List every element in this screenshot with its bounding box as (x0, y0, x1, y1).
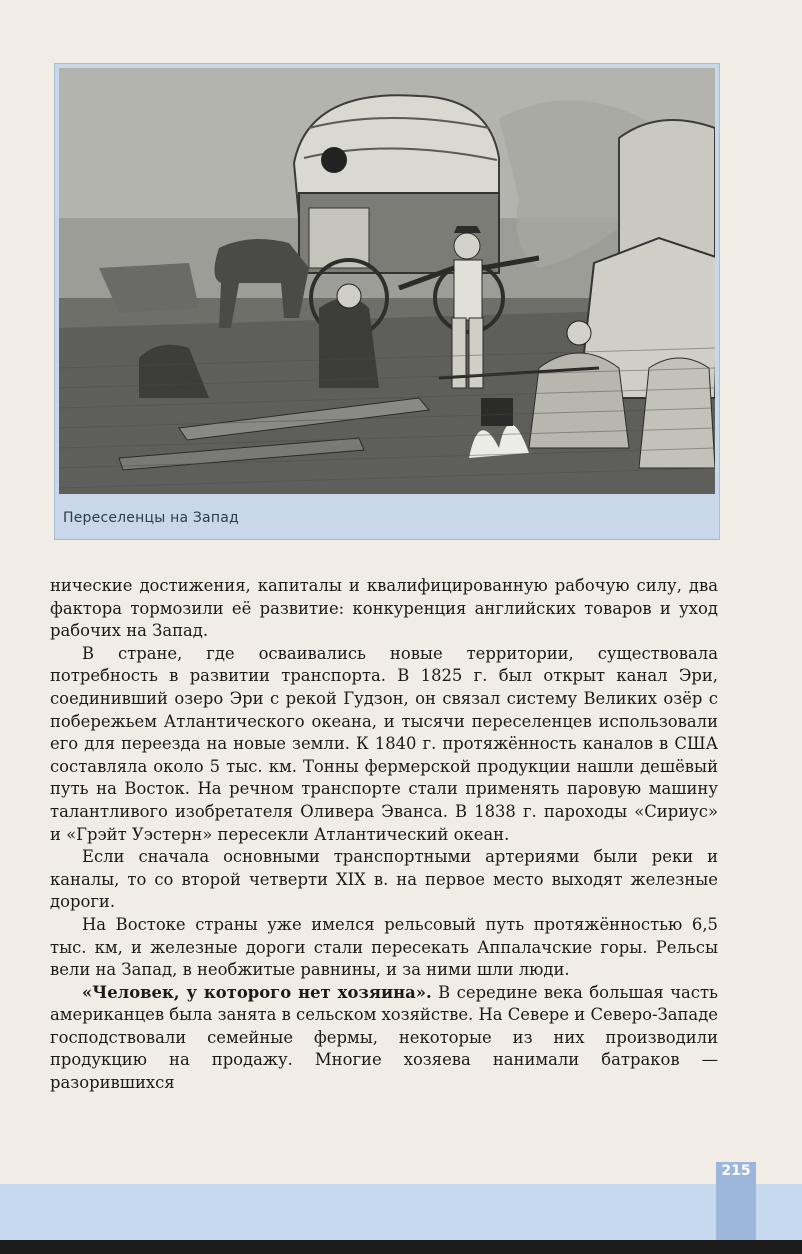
bottom-color-band (0, 1184, 802, 1240)
paragraph-4: На Востоке страны уже имелся рельсовый путь протяжённостью 6,5 тыс. км, и железные дороги стали пересекать Аппалачские горы. Рельсы вели на Запад, в необжитые равнины, и за ними шли люди. (50, 914, 718, 980)
main-text (50, 575, 718, 1095)
paragraph-5-body: В середине века большая часть американцев была занята в сельском хозяйстве. На Севере и Северо-Западе господствовали семейные фермы, некоторые из них производили продукцию на продажу. Многие хозяева нанимали батраков — разорившихся (50, 982, 718, 1093)
figure (54, 63, 720, 540)
section-heading: «Человек, у которого нет хозяина». (82, 982, 432, 1002)
engraving-drawing (59, 68, 715, 494)
scan-bottom-edge (0, 1240, 802, 1254)
settlers-engraving-illustration (59, 68, 715, 494)
paragraph-2: В стране, где осваивались новые территории, существовала потребность в развитии транспорта. В 1825 г. был открыт канал Эри, соединивший озеро Эри с рекой Гудзон, он связал систему Великих озёр с побережьем Атлантического океана, и тысячи переселенцев использовали его для переезда на новые земли. К 1840 г. протяжённость каналов в США составляла около 5 тыс. км. Тонны фермерской продукции нашли дешёвый путь на Восток. На речном транспорте стали применять паровую машину талантливого изобретателя Оливера Эванса. В 1838 г. пароходы «Сириус» и «Грэйт Уэстерн» пересекли Атлантический океан. (50, 643, 718, 844)
paragraph-3: Если сначала основными транспортными артериями были реки и каналы, то со второй четверти XIX в. на первое место выходят железные дороги. (50, 847, 718, 912)
figure-caption: Переселенцы на Запад (63, 510, 239, 526)
paragraph-1: нические достижения, капиталы и квалифицированную рабочую силу, два фактора тормозили её развитие: конкуренция английских товаров и уход рабочих на Запад. (50, 576, 718, 641)
page-number: 215 (721, 1163, 751, 1179)
paragraph-5 (50, 982, 718, 1095)
